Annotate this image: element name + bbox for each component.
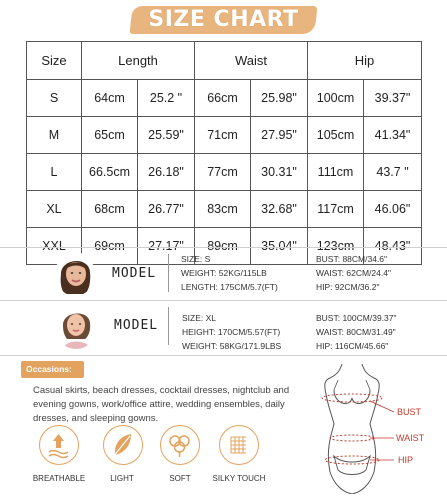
model-photo-1 [55,252,95,296]
cell-length-cm: 65cm [82,117,138,154]
cell-waist-cm: 66cm [195,80,251,117]
model-divider-1 [168,254,169,292]
model-2-specs-right [316,311,397,353]
breathable-icon [39,425,79,465]
cell-waist-cm: 89cm [195,228,251,265]
header-length: Length [82,42,195,80]
model-2-bust: BUST: 100CM/39.37" [316,313,397,323]
cell-hip-cm: 105cm [308,117,364,154]
header-waist: Waist [195,42,308,80]
cell-length-in: 26.18" [138,154,195,191]
model-1-bust: BUST: 88CM/34.6" [316,254,388,264]
cell-waist-in: 30.31" [251,154,308,191]
cell-length-in: 25.2 " [138,80,195,117]
table-row [27,154,422,191]
cell-length-cm: 68cm [82,191,138,228]
table-header-row [27,42,422,80]
model-photo-2 [55,305,97,349]
model-label-1: MODEL [112,266,157,281]
page-title: SIZE CHART [148,7,299,32]
cell-hip-cm: 111cm [308,154,364,191]
table-row [27,80,422,117]
model-2-weight: WEIGHT: 58KG/171.9LBS [182,341,282,351]
occasions-badge: Occasions: [21,361,84,378]
cell-length-cm: 66.5cm [82,154,138,191]
model-1-weight: WEIGHT: 52KG/115LB [181,268,267,278]
cell-size: XXL [27,228,82,265]
feature-label-silky-touch: SILKY TOUCH [212,474,266,483]
waist-label: WAIST [396,433,425,443]
section-divider [0,300,447,301]
cotton-icon [160,425,200,465]
size-table [26,41,422,265]
model-1-length: LENGTH: 175CM/5.7(FT) [181,282,278,292]
bust-label: BUST [397,407,422,417]
occasions-text: Casual skirts, beach dresses, cocktail dresses, nightclub and evening gowns, work/office attire, wedding ensembles, daily dresses, and sleeping gowns. [33,385,290,424]
table-row [27,117,422,154]
cell-length-cm: 64cm [82,80,138,117]
cell-size: S [27,80,82,117]
cell-length-in: 26.77" [138,191,195,228]
cell-length-cm: 69cm [82,228,138,265]
cell-waist-in: 25.98" [251,80,308,117]
header-hip: Hip [308,42,422,80]
cell-size: XL [27,191,82,228]
model-divider-2 [168,307,169,345]
feather-icon [103,425,143,465]
cell-hip-cm: 100cm [308,80,364,117]
cell-size: M [27,117,82,154]
hip-label: HIP [398,455,414,465]
model-2-waist: WAIST: 80CM/31.49" [316,327,396,337]
cell-waist-cm: 71cm [195,117,251,154]
model-label-2: MODEL [114,318,159,333]
model-2-height: HEIGHT: 170CM/5.57(FT) [182,327,281,337]
model-1-size: SIZE: S [181,254,211,264]
cell-hip-in: 48.43" [364,228,422,265]
model-2-specs-left [182,311,281,353]
cell-waist-in: 35.04" [251,228,308,265]
cell-length-in: 27.17" [138,228,195,265]
feature-label-soft: SOFT [169,474,191,483]
section-divider [0,355,447,356]
cell-waist-in: 32.68" [251,191,308,228]
feature-label-light: LIGHT [110,474,134,483]
table-row [27,191,422,228]
model-1-waist: WAIST: 62CM/24.4" [316,268,391,278]
cell-hip-in: 39.37" [364,80,422,117]
feature-label-breathable: BREATHABLE [32,474,86,483]
model-2-size: SIZE: XL [182,313,217,323]
header-size: Size [27,42,82,80]
cell-hip-cm: 117cm [308,191,364,228]
cell-waist-cm: 83cm [195,191,251,228]
section-divider [0,247,447,248]
model-1-specs-left [181,252,278,294]
measure-leader-lines [370,400,396,470]
cell-length-in: 25.59" [138,117,195,154]
model-1-specs-right [316,252,391,294]
model-1-hip: HIP: 92CM/36.2" [316,282,380,292]
cell-hip-cm: 123cm [308,228,364,265]
cell-waist-in: 27.95" [251,117,308,154]
cell-hip-in: 41.34" [364,117,422,154]
cell-size: L [27,154,82,191]
cell-hip-in: 46.06" [364,191,422,228]
fabric-icon [219,425,259,465]
model-2-hip: HIP: 116CM/45.66" [316,341,389,351]
cell-hip-in: 43.7 " [364,154,422,191]
cell-waist-cm: 77cm [195,154,251,191]
size-chart-banner [0,0,447,38]
